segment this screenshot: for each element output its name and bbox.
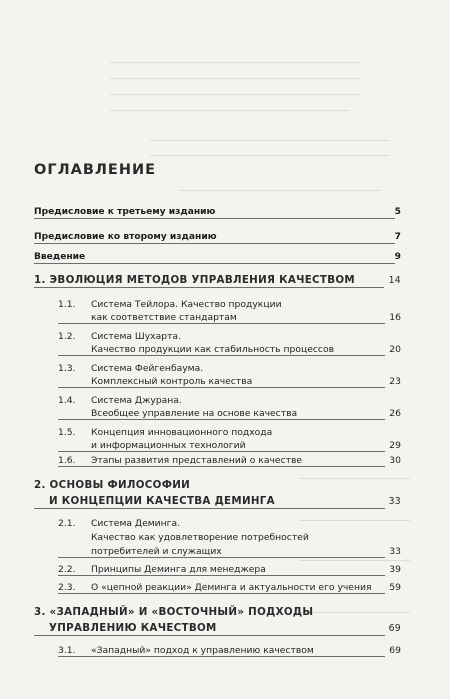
entry-label: Предисловие к третьему изданию [34,207,216,217]
section-title-line1: Принципы Деминга для менеджера [91,564,266,575]
leader-rule [34,218,395,219]
leader-rule [34,243,395,244]
section-title-line2: как соответствие стандартам [91,312,237,323]
leader-rule [34,635,385,636]
page-number: 30 [389,455,401,466]
section-title-line2: Комплексный контроль качества [91,376,253,387]
leader-rule [58,451,385,452]
section-number: 1.4. [58,395,76,406]
page-number: 7 [394,232,401,242]
section-title-line2: Качество продукции как стабильность процессов [91,344,334,355]
leader-rule [58,656,385,657]
section-number: 2.2. [58,564,76,575]
chapter-title-line1: 2. ОСНОВЫ ФИЛОСОФИИ [34,479,191,491]
section-number: 1.6. [58,455,76,466]
page-number: 20 [389,344,401,355]
section-title-line2: Качество как удовлетворение потребностей [91,532,309,543]
section-title-line1: Система Фейгенбаума. [91,363,204,374]
page-title: ОГЛАВЛЕНИЕ [34,162,157,178]
section-title-line1: Система Тейлора. Качество продукции [91,299,282,310]
leader-rule [58,419,385,420]
leader-rule [58,557,385,558]
leader-rule [58,387,385,388]
chapter-title-line1: 3. «ЗАПАДНЫЙ» И «ВОСТОЧНЫЙ» ПОДХОДЫ [34,606,314,618]
section-title-line1: Система Деминга. [91,518,181,529]
leader-rule [58,355,385,356]
section-number: 1.2. [58,331,76,342]
page-number: 16 [389,312,401,323]
section-number: 1.3. [58,363,76,374]
chapter-title: 1. ЭВОЛЮЦИЯ МЕТОДОВ УПРАВЛЕНИЯ КАЧЕСТВОМ [34,274,355,286]
section-title-line1: Система Джурана. [91,395,182,406]
entry-label: Введение [34,252,86,262]
page-number: 33 [389,546,401,557]
leader-rule [58,575,385,576]
section-number: 3.1. [58,645,76,656]
section-title-line1: О «цепной реакции» Деминга и актуальности его учения [91,582,372,593]
page-number: 14 [388,275,401,286]
section-title-line1: «Западный» подход к управлению качеством [91,645,314,656]
section-title-line1: Концепция инновационного подхода [91,427,273,438]
leader-rule [58,593,385,594]
page-number: 23 [389,376,401,387]
page-number: 9 [394,252,401,262]
section-title-line1: Система Шухарта. [91,331,181,342]
page-number: 29 [389,440,401,451]
section-title-line2: Всеобщее управление на основе качества [91,408,298,419]
section-title-line3: потребителей и служащих [91,546,222,557]
page-number: 69 [389,645,401,656]
section-title-line2: и информационных технологий [91,440,246,451]
page-number: 69 [388,623,401,634]
chapter-title-line2: И КОНЦЕПЦИИ КАЧЕСТВА ДЕМИНГА [49,495,275,507]
page-number: 26 [389,408,401,419]
section-number: 2.1. [58,518,76,529]
section-number: 1.1. [58,299,76,310]
section-title-line1: Этапы развития представлений о качестве [91,455,303,466]
page-number: 39 [389,564,401,575]
leader-rule [58,323,385,324]
page-number: 33 [388,496,401,507]
page-number: 59 [389,582,401,593]
leader-rule [34,263,395,264]
leader-rule [58,466,385,467]
leader-rule [34,508,385,509]
section-number: 1.5. [58,427,76,438]
chapter-title-line2: УПРАВЛЕНИЮ КАЧЕСТВОМ [49,622,217,634]
section-number: 2.3. [58,582,76,593]
entry-label: Предисловие ко второму изданию [34,232,217,242]
page-number: 5 [394,207,401,217]
leader-rule [34,287,384,288]
